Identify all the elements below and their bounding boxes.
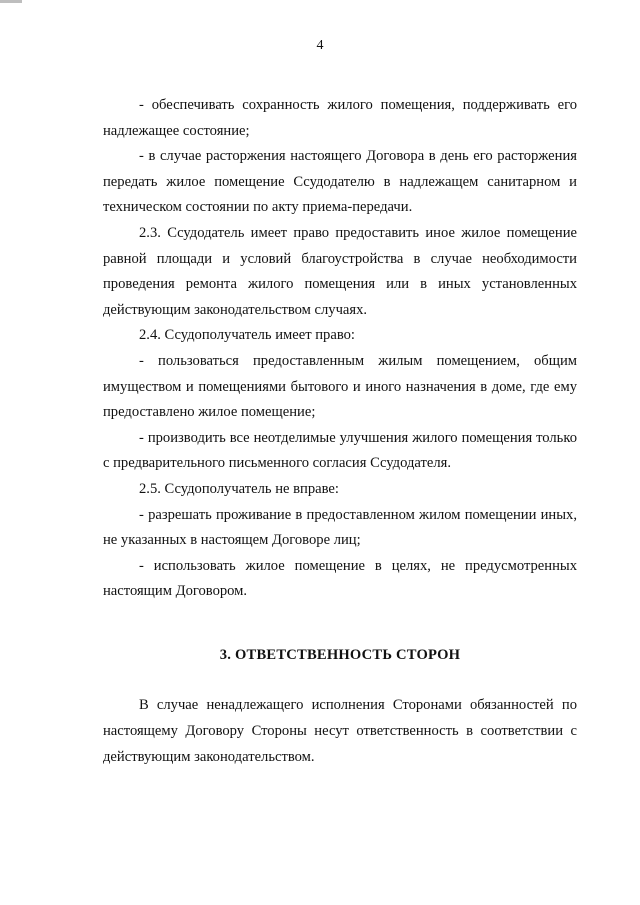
document-body bbox=[103, 93, 577, 770]
paragraph-clause-2-4: 2.4. Ссудополучатель имеет право: bbox=[139, 327, 355, 344]
paragraph-clause-2-3: 2.3. Ссудодатель имеет право предоставить иное жилое помещение равной площади и условий благоустройства в случае необходимости проведения ремонта жилого помещения или в иных установленных действующим законодательством случаях. bbox=[103, 224, 577, 318]
paragraph-obligation-preserve: - обеспечивать сохранность жилого помещения, поддерживать его надлежащее состояние; bbox=[103, 97, 577, 139]
section-heading-liability: 3. ОТВЕТСТВЕННОСТЬ СТОРОН bbox=[219, 646, 461, 663]
paragraph-right-improvements: - производить все неотделимые улучшения жилого помещения только с предварительного письменного согласия Ссудодателя. bbox=[103, 429, 577, 472]
paragraph-prohibition-residence: - разрешать проживание в предоставленном жилом помещении иных, не указанных в настоящем Договоре лиц; bbox=[103, 506, 577, 549]
paragraph-prohibition-purpose: - использовать жилое помещение в целях, не предусмотренных настоящим Договором. bbox=[103, 557, 577, 600]
paragraph-right-use: - пользоваться предоставленным жилым помещением, общим имуществом и помещениями бытового и иного назначения в доме, где ему предоставлено жилое помещение; bbox=[103, 352, 577, 421]
paragraph-liability: В случае ненадлежащего исполнения Сторонами обязанностей по настоящему Договору Стороны несут ответственность в соответствии с действующим законодательством. bbox=[103, 697, 577, 765]
paragraph-obligation-return: - в случае расторжения настоящего Договора в день его расторжения передать жилое помещение Ссудодателю в надлежащем санитарном и техническом состоянии по акту приема-передачи. bbox=[103, 148, 577, 216]
paragraph-clause-2-5: 2.5. Ссудополучатель не вправе: bbox=[139, 480, 339, 497]
page-number: 4 bbox=[316, 38, 324, 53]
scan-artifact bbox=[0, 0, 22, 3]
